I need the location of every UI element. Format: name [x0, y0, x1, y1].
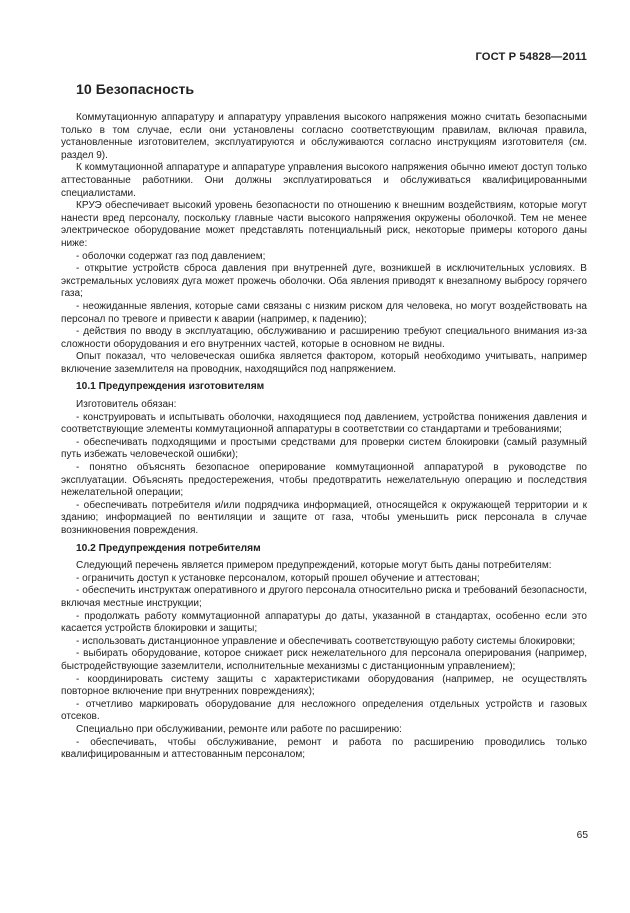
paragraph: Следующий перечень является примером предупреждений, которые могут быть даны потребителям:: [76, 560, 552, 572]
list-item: - неожиданные явления, которые сами связаны с низким риском для человека, но могут воздействовать на персонал по тревоге и привести к аварии (например, к падению);: [61, 300, 587, 325]
list-item: - конструировать и испытывать оболочки, находящиеся под давлением, устройства понижения давления и соответствующие элементы коммутационной аппаратуры в соответствии со стандартами и требованиями;: [61, 411, 587, 436]
list-item: - обеспечивать подходящими и простыми средствами для проверки систем блокировки (самый разумный путь избежать человеческой ошибки);: [61, 436, 587, 461]
subsection-title-users: 10.2 Предупреждения потребителям: [76, 542, 261, 554]
list-item: - действия по вводу в эксплуатацию, обслуживанию и расширению требуют специального внимания из-за сложности оборудования и его внутренних частей, которые в основном не видны.: [61, 326, 587, 350]
list-item: - оболочки содержат газ под давлением;: [76, 250, 266, 262]
paragraph: Специально при обслуживании, ремонте или работе по расширению:: [76, 723, 402, 735]
list-item: - обеспечивать потребителя и/или подрядчика информацией, относящейся к окружающей территории и к зданию; информацией по вентиляции и защите от газа, чтобы уменьшить риск персонала в случае возникновения повреждения.: [61, 499, 587, 536]
standard-code: ГОСТ Р 54828—2011: [475, 51, 587, 63]
subsection-title-manufacturers: 10.1 Предупреждения изготовителям: [76, 381, 265, 393]
paragraph: Изготовитель обязан:: [76, 399, 177, 411]
paragraph: Опыт показал, что человеческая ошибка является фактором, который необходимо учитывать, например включение заземлителя на проводник, находящийся под напряжением.: [61, 351, 587, 375]
list-item: - отчетливо маркировать оборудование для несложного определения отдельных устройств и газовых отсеков.: [61, 698, 587, 723]
paragraph: КРУЭ обеспечивает высокий уровень безопасности по отношению к внешним воздействиям, которые могут нанести вред персоналу, поскольку главные части высокого напряжения окружены оболочкой. Тем не менее электрическое оборудование может представлять потенциальный риск, некоторые примеры которого даны ниже:: [61, 200, 587, 249]
list-item: - открытие устройств сброса давления при внутренней дуге, возникшей в исключительных условиях. В экстремальных условиях дуга может прожечь оболочки. Оба явления приводят к внезапному выбросу горячего газа;: [61, 263, 587, 300]
list-item: - использовать дистанционное управление и обеспечивать соответствующую работу системы блокировки;: [76, 635, 576, 647]
list-item: - обеспечить инструктаж оперативного и другого персонала относительно риска и требований безопасности, включая местные инструкции;: [61, 585, 587, 609]
list-item: - ограничить доступ к установке персоналом, который прошел обучение и аттестован;: [76, 572, 480, 584]
list-item: - понятно объяснять безопасное оперирование коммутационной аппаратурой в руководстве по эксплуатации. Объяснять предостережения, чтобы предотвратить нежелательную операцию и последствия нежелательной операции;: [61, 462, 587, 499]
list-item: - продолжать работу коммутационной аппаратуры до даты, указанной в стандартах, особенно если это касается устройств блокировки и защиты;: [61, 610, 587, 635]
list-item: - координировать систему защиты с характеристиками оборудования (например, не осуществлять повторное включение при внутренних повреждениях);: [61, 673, 587, 698]
list-item: - выбирать оборудование, которое снижает риск нежелательного для персонала оперирования (например, быстродействующие заземлители, исполнительные механизмы с дистанционным управлением);: [61, 648, 587, 672]
paragraph: Коммутационную аппаратуру и аппаратуру управления высокого напряжения можно считать безопасными только в том случае, если они установлены согласно соответствующим правилам, включая правила, установленные изготовителем, эксплуатируются и обслуживаются согласно инструкциям изготовителя (см. раздел 9).: [61, 112, 587, 161]
page-number: 65: [576, 830, 588, 841]
list-item: - обеспечивать, чтобы обслуживание, ремонт и работа по расширению проводились только квалифицированным и аттестованным персоналом;: [61, 736, 587, 761]
paragraph: К коммутационной аппаратуре и аппаратуре управления высокого напряжения обычно имеют доступ только аттестованные работники. Они должны эксплуатироваться и обслуживаться квалифицированными специалистами.: [61, 162, 587, 199]
section-title: 10 Безопасность: [76, 82, 195, 98]
body-text: [61, 112, 587, 762]
